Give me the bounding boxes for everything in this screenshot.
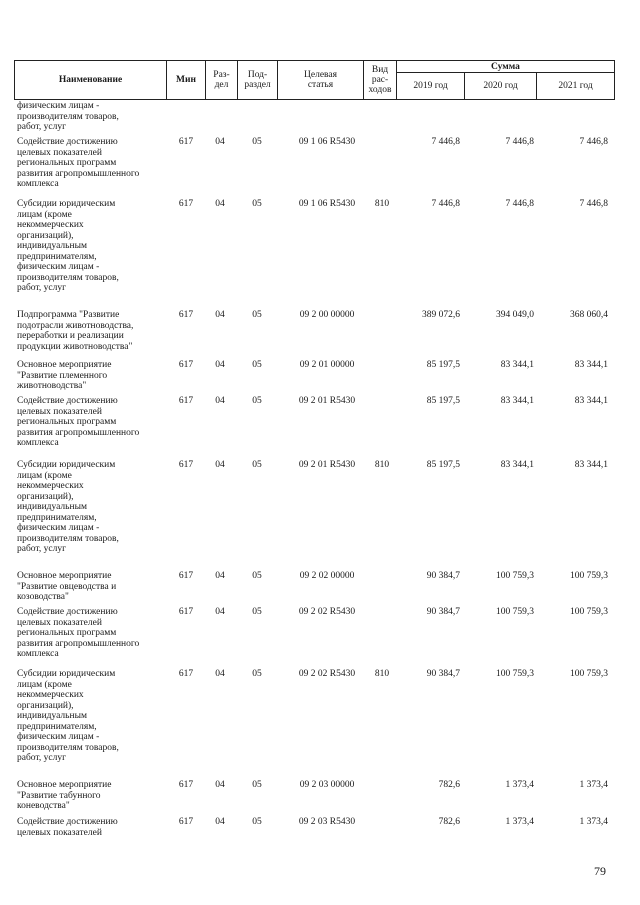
row-sum-2021: 100 759,3 xyxy=(570,669,608,679)
header-year-2021: 2021 год xyxy=(558,80,593,91)
header-name: Наименование xyxy=(58,74,123,85)
row-name: Субсидии юридическим лицам (кроме некоммерческих организаций), индивидуальным предпринимателям, физическим лицам - производителям товаров, работ, услуг xyxy=(17,460,119,554)
row-name: Содействие достижению целевых показателей региональных программ развития агропромышленного комплекса xyxy=(17,396,140,448)
header-min: Мин xyxy=(176,74,196,85)
row-name: Субсидии юридическим лицам (кроме некоммерческих организаций), индивидуальным предпринимателям, физическим лицам - производителям товаров, работ, услуг xyxy=(17,199,119,293)
row-target-article: 09 2 01 R5430 xyxy=(298,460,356,470)
row-sum-2021: 368 060,4 xyxy=(570,310,608,320)
row-razdel: 04 xyxy=(215,199,225,209)
row-sum-2021: 1 373,4 xyxy=(579,817,608,827)
row-expense-type: 810 xyxy=(374,460,390,470)
row-razdel: 04 xyxy=(215,669,225,679)
row-sum-2020: 1 373,4 xyxy=(505,817,534,827)
row-sum-2021: 100 759,3 xyxy=(570,571,608,581)
row-sum-2021: 1 373,4 xyxy=(579,780,608,790)
row-sum-2019: 85 197,5 xyxy=(426,460,460,470)
row-name: Содействие достижению целевых показателей xyxy=(17,817,118,838)
row-podrazdel: 05 xyxy=(252,396,262,406)
row-sum-2020: 7 446,8 xyxy=(505,199,534,209)
header-year-2020: 2020 год xyxy=(483,80,518,91)
row-name: Основное мероприятие "Развитие племенного животноводства" xyxy=(17,360,112,391)
row-razdel: 04 xyxy=(215,817,225,827)
header-podrazdel: Под- раздел xyxy=(244,69,271,90)
row-min: 617 xyxy=(178,669,194,679)
row-razdel: 04 xyxy=(215,310,225,320)
row-sum-2019: 85 197,5 xyxy=(426,396,460,406)
row-sum-2019: 90 384,7 xyxy=(426,607,460,617)
row-sum-2020: 394 049,0 xyxy=(496,310,534,320)
row-razdel: 04 xyxy=(215,607,225,617)
row-target-article: 09 2 00 00000 xyxy=(299,310,355,320)
row-target-article: 09 1 06 R5430 xyxy=(298,199,356,209)
row-sum-2020: 83 344,1 xyxy=(500,396,534,406)
row-min: 617 xyxy=(178,817,194,827)
row-podrazdel: 05 xyxy=(252,460,262,470)
row-sum-2019: 389 072,6 xyxy=(422,310,460,320)
row-min: 617 xyxy=(178,137,194,147)
header-celevaya: Целевая статья xyxy=(304,69,337,90)
row-name: физическим лицам - производителям товаров, работ, услуг xyxy=(17,101,119,132)
row-podrazdel: 05 xyxy=(252,310,262,320)
row-sum-2021: 83 344,1 xyxy=(574,360,608,370)
row-sum-2020: 100 759,3 xyxy=(496,571,534,581)
row-razdel: 04 xyxy=(215,360,225,370)
row-min: 617 xyxy=(178,460,194,470)
row-min: 617 xyxy=(178,571,194,581)
row-sum-2019: 782,6 xyxy=(438,817,460,827)
row-target-article: 09 2 03 R5430 xyxy=(298,817,356,827)
row-sum-2020: 1 373,4 xyxy=(505,780,534,790)
row-expense-type: 810 xyxy=(374,199,390,209)
row-razdel: 04 xyxy=(215,571,225,581)
row-sum-2019: 7 446,8 xyxy=(431,137,460,147)
row-sum-2021: 100 759,3 xyxy=(570,607,608,617)
row-min: 617 xyxy=(178,607,194,617)
row-target-article: 09 2 03 00000 xyxy=(299,780,355,790)
row-target-article: 09 2 01 00000 xyxy=(299,360,355,370)
row-sum-2020: 83 344,1 xyxy=(500,460,534,470)
row-podrazdel: 05 xyxy=(252,607,262,617)
row-name: Содействие достижению целевых показателей региональных программ развития агропромышленного комплекса xyxy=(17,607,140,659)
row-min: 617 xyxy=(178,780,194,790)
row-sum-2020: 100 759,3 xyxy=(496,607,534,617)
row-sum-2021: 7 446,8 xyxy=(579,137,608,147)
row-name: Подпрограмма "Развитие подотрасли животноводства, переработки и реализации продукции животноводства" xyxy=(17,310,134,352)
row-sum-2019: 90 384,7 xyxy=(426,669,460,679)
row-podrazdel: 05 xyxy=(252,571,262,581)
header-razdel: Раз- дел xyxy=(213,69,230,90)
row-expense-type: 810 xyxy=(374,669,390,679)
row-sum-2019: 782,6 xyxy=(438,780,460,790)
row-target-article: 09 1 06 R5430 xyxy=(298,137,356,147)
row-sum-2021: 83 344,1 xyxy=(574,396,608,406)
row-razdel: 04 xyxy=(215,780,225,790)
row-sum-2019: 7 446,8 xyxy=(431,199,460,209)
header-summa: Сумма xyxy=(491,61,520,72)
header-border-right xyxy=(614,60,615,99)
row-razdel: 04 xyxy=(215,137,225,147)
row-min: 617 xyxy=(178,360,194,370)
row-name: Основное мероприятие "Развитие табунного коневодства" xyxy=(17,780,112,811)
page-number: 79 xyxy=(594,864,606,878)
row-min: 617 xyxy=(178,396,194,406)
row-podrazdel: 05 xyxy=(252,669,262,679)
row-sum-2019: 85 197,5 xyxy=(426,360,460,370)
row-target-article: 09 2 01 R5430 xyxy=(298,396,356,406)
row-target-article: 09 2 02 R5430 xyxy=(298,607,356,617)
row-sum-2021: 7 446,8 xyxy=(579,199,608,209)
row-sum-2019: 90 384,7 xyxy=(426,571,460,581)
row-min: 617 xyxy=(178,199,194,209)
row-target-article: 09 2 02 00000 xyxy=(299,571,355,581)
row-sum-2020: 100 759,3 xyxy=(496,669,534,679)
row-sum-2020: 83 344,1 xyxy=(500,360,534,370)
row-podrazdel: 05 xyxy=(252,817,262,827)
row-podrazdel: 05 xyxy=(252,780,262,790)
row-target-article: 09 2 02 R5430 xyxy=(298,669,356,679)
row-name: Основное мероприятие "Развитие овцеводства и козоводства" xyxy=(17,571,117,602)
row-razdel: 04 xyxy=(215,396,225,406)
row-name: Содействие достижению целевых показателей региональных программ развития агропромышленного комплекса xyxy=(17,137,140,189)
row-podrazdel: 05 xyxy=(252,360,262,370)
row-podrazdel: 05 xyxy=(252,137,262,147)
row-podrazdel: 05 xyxy=(252,199,262,209)
header-vid: Вид рас- ходов xyxy=(368,64,392,95)
row-min: 617 xyxy=(178,310,194,320)
row-sum-2021: 83 344,1 xyxy=(574,460,608,470)
row-sum-2020: 7 446,8 xyxy=(505,137,534,147)
header-year-2019: 2019 год xyxy=(413,80,448,91)
row-name: Субсидии юридическим лицам (кроме некоммерческих организаций), индивидуальным предпринимателям, физическим лицам - производителям товаров, работ, услуг xyxy=(17,669,119,763)
row-razdel: 04 xyxy=(215,460,225,470)
